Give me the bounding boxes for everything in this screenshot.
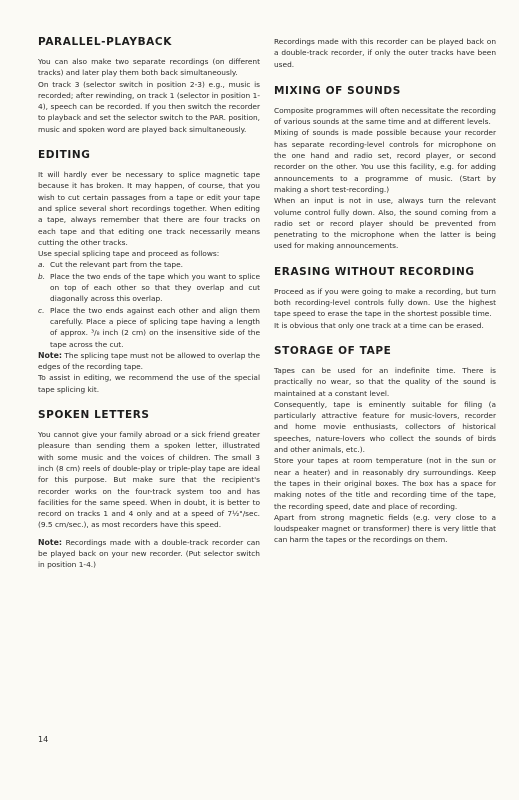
storage-paragraph-2: Consequently, tape is eminently suitable for filing (a particularly attractive feature for music-lovers, recorder and home movie enthusiasts, collectors of historical speeches, nature-lovers who collect the sounds of birds and other animals, etc.). (274, 399, 496, 455)
note-text: Recordings made with a double-track recorder can be played back on your new recorder. (Put selector switch in position 1-4.) (38, 537, 260, 570)
list-marker: b. (38, 271, 46, 281)
outer-tracks-paragraph: Recordings made with this recorder can be played back on a double-track recorder, if only the outer tracks have been used. (274, 37, 496, 69)
left-column (38, 36, 260, 571)
mixing-paragraph-2: Mixing of sounds is made possible because your recorder has separate recording-level controls for microphone on the one hand and radio set, record player, or second recorder on the other. You use this facility, e.g. for adding announcements to a programme of music. (Start by making a short test-recording.) (274, 128, 496, 194)
parallel-playback-paragraph-1: You can also make two separate recordings (on different tracks) and later play them both back simultaneously. (38, 57, 260, 78)
note-label: Note: (38, 537, 63, 547)
list-text: Place the two ends of the tape which you want to splice on top of each other so that they overlap and cut diagonally across this overlap. (50, 271, 260, 304)
spacer (274, 70, 496, 85)
spoken-letters-heading: SPOKEN LETTERS (38, 409, 150, 422)
list-text: Cut the relevant part from the tape. (50, 260, 183, 270)
editing-paragraph-1: It will hardly ever be necessary to splice magnetic tape because it has broken. It may happen, of course, that you wish to cut certain passages from a tape or edit your tape and splice several short recordings together. When editing a tape, always remember that there are four tracks on each tape and that editing one track necessarily means cutting the other tracks. (38, 170, 260, 247)
mixing-of-sounds-heading: MIXING OF SOUNDS (274, 84, 401, 97)
erasing-paragraph-2: It is obvious that only one track at a time can be erased. (274, 320, 484, 330)
editing-heading: EDITING (38, 149, 91, 162)
parallel-playback-paragraph-2: On track 3 (selector switch in position 2-3) e.g., music is recorded; after rewinding, on track 1 (selector in position 1-4), speech can be recorded. If you then switch the recorder to playback and set the selector switch to the PAR. position, music and spoken word are played back simultaneously. (38, 79, 260, 134)
storage-of-tape-heading: STORAGE OF TAPE (274, 344, 392, 357)
note-text: The splicing tape must not be allowed to overlap the edges of the recording tape. (38, 350, 260, 372)
list-text: Place the two ends against each other and align them carefully. Place a piece of splicing tape having a length of approx. ³/₈ inch (2 cm) on the insensitive side of the tape across the cut. (50, 305, 260, 349)
editing-note (38, 350, 260, 373)
editing-step-b (38, 271, 260, 305)
note-label: Note: (38, 350, 63, 360)
spacer (274, 252, 496, 266)
editing-step-a (38, 259, 260, 270)
editing-paragraph-2: Use special splicing tape and proceed as follows: (38, 249, 220, 259)
page-number: 14 (38, 735, 49, 744)
spoken-letters-note (38, 537, 260, 571)
parallel-playback-heading: PARALLEL-PLAYBACK (38, 36, 172, 48)
mixing-paragraph-3: When an input is not in use, always turn the relevant volume control fully down. Also, the sound coming from a radio set or record player should be prevented from penetrating to the microphone when the latter is being used for making announcements. (274, 196, 496, 251)
storage-paragraph-3: Store your tapes at room temperature (not in the sun or near a heater) and in reasonably dry surroundings. Keep the tapes in their original boxes. The box has a space for making notes of the title and recording time of the tape, the recording speed, date and place of recording. (274, 456, 496, 511)
list-marker: a. (38, 260, 45, 270)
erasing-paragraph-1: Proceed as if you were going to make a recording, but turn both recording-level controls fully down. Use the highest tape speed to erase the tape in the shortest possible time. (274, 286, 496, 319)
list-marker: c. (38, 305, 45, 315)
spacer (38, 135, 260, 149)
erasing-heading: ERASING WITHOUT RECORDING (274, 265, 475, 278)
storage-paragraph-4: Apart from strong magnetic fields (e.g. very close to a loudspeaker magnet or transformer) there is very little that can harm the tapes or the recordings on them. (274, 512, 496, 545)
spoken-letters-paragraph-1: You cannot give your family abroad or a sick friend greater pleasure than sending them a spoken letter, illustrated with some music and the voices of children. The small 3 inch (8 cm) reels of double-play or triple-play tape are ideal for this purpose. But make sure that the recipient's recorder works on the four-track system too and has facilities for the same speed. When in doubt, it is better to record on tracks 1 and 4 only and at a speed of 7½"/sec. (9.5 cm/sec.), as most recorders have this speed. (38, 430, 260, 530)
storage-paragraph-1: Tapes can be used for an indefinite time. There is practically no wear, so that the quality of the sound is maintained at a constant level. (274, 365, 496, 398)
spacer (38, 395, 260, 409)
right-column (274, 36, 496, 546)
spacer (274, 331, 496, 345)
mixing-paragraph-1: Composite programmes will often necessitate the recording of various sounds at the same time and at different levels. (274, 105, 496, 127)
editing-paragraph-3: To assist in editing, we recommend the use of the special tape splicing kit. (38, 373, 260, 394)
editing-step-c (38, 305, 260, 350)
